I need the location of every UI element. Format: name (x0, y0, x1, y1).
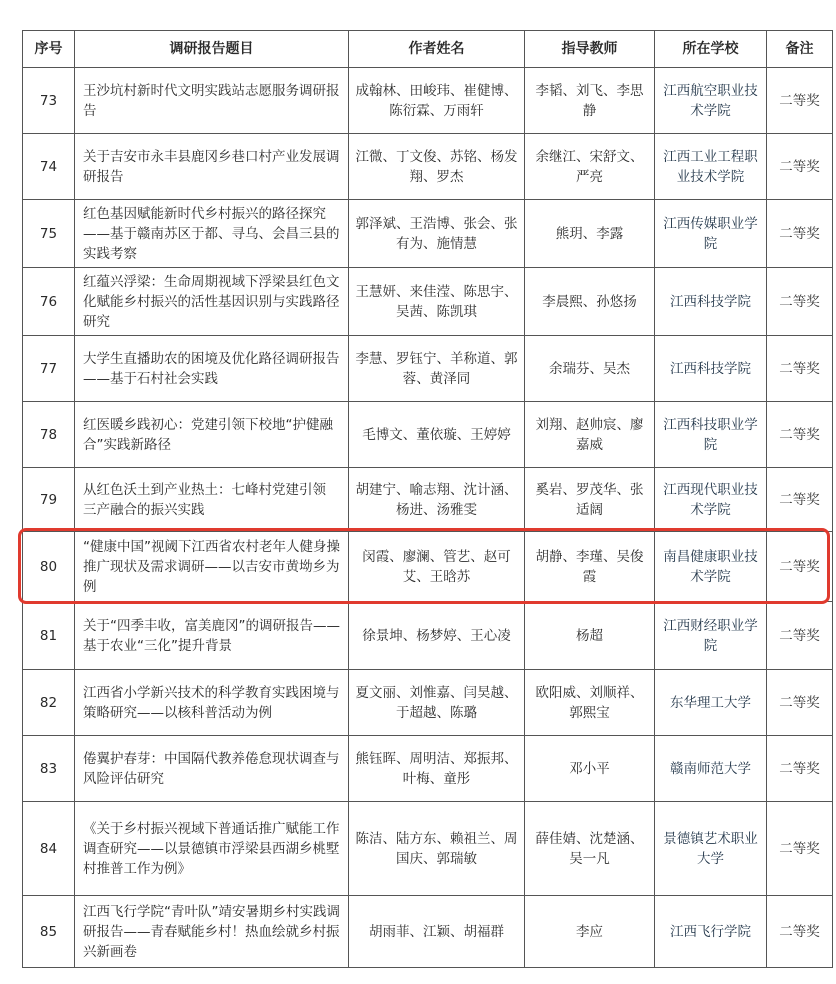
table-row (23, 736, 833, 802)
row-note: 二等奖 (767, 402, 833, 468)
table-row (23, 268, 833, 336)
row-authors: 夏文丽、刘惟嘉、闫昊越、于超越、陈璐 (349, 670, 525, 736)
row-authors: 郭泽斌、王浩博、张会、张有为、施情慧 (349, 200, 525, 268)
row-advisors: 李应 (525, 896, 655, 968)
row-note: 二等奖 (767, 268, 833, 336)
row-advisors: 邓小平 (525, 736, 655, 802)
header-school: 所在学校 (655, 31, 767, 68)
row-authors: 熊钰晖、周明洁、郑振邦、叶梅、童彤 (349, 736, 525, 802)
table-row (23, 336, 833, 402)
row-title: 从红色沃土到产业热土：七峰村党建引领 三产融合的振兴实践 (75, 468, 349, 532)
row-note: 二等奖 (767, 602, 833, 670)
row-advisors: 余瑞芬、吴杰 (525, 336, 655, 402)
table-row (23, 602, 833, 670)
row-note: 二等奖 (767, 336, 833, 402)
row-note: 二等奖 (767, 532, 833, 602)
table-row (23, 402, 833, 468)
row-no: 78 (23, 402, 75, 468)
row-school: 江西财经职业学院 (655, 602, 767, 670)
row-no: 75 (23, 200, 75, 268)
row-title: “健康中国”视阈下江西省农村老年人健身操推广现状及需求调研——以吉安市黄坳乡为例 (75, 532, 349, 602)
row-school: 南昌健康职业技术学院 (655, 532, 767, 602)
table-row (23, 68, 833, 134)
table-row (23, 896, 833, 968)
row-title: 《关于乡村振兴视域下普通话推广赋能工作调查研究——以景德镇市浮梁县西湖乡桃墅村推普工作为例》 (75, 802, 349, 896)
row-no: 84 (23, 802, 75, 896)
row-note: 二等奖 (767, 68, 833, 134)
table-row (23, 200, 833, 268)
row-title: 大学生直播助农的困境及优化路径调研报告——基于石村社会实践 (75, 336, 349, 402)
row-no: 76 (23, 268, 75, 336)
row-note: 二等奖 (767, 200, 833, 268)
row-no: 82 (23, 670, 75, 736)
row-no: 74 (23, 134, 75, 200)
row-advisors: 李韬、刘飞、李思静 (525, 68, 655, 134)
row-authors: 王慧妍、来佳滢、陈思宇、吴茜、陈凯琪 (349, 268, 525, 336)
table-row-highlighted (23, 532, 833, 602)
row-school: 江西飞行学院 (655, 896, 767, 968)
row-note: 二等奖 (767, 896, 833, 968)
row-title: 红医暖乡践初心：党建引领下校地“护健融合”实践新路径 (75, 402, 349, 468)
row-no: 77 (23, 336, 75, 402)
row-advisors: 李晨熙、孙悠扬 (525, 268, 655, 336)
row-title: 倦翼护春芽：中国隔代教养倦怠现状调查与风险评估研究 (75, 736, 349, 802)
row-school: 江西科技学院 (655, 268, 767, 336)
row-title: 关于吉安市永丰县鹿冈乡巷口村产业发展调研报告 (75, 134, 349, 200)
row-no: 79 (23, 468, 75, 532)
report-list-sheet (22, 30, 832, 968)
row-note: 二等奖 (767, 468, 833, 532)
table-header-row (23, 31, 833, 68)
row-title: 关于“四季丰收，富美鹿冈”的调研报告——基于农业“三化”提升背景 (75, 602, 349, 670)
row-authors: 毛博文、董依璇、王婷婷 (349, 402, 525, 468)
row-school: 江西科技学院 (655, 336, 767, 402)
row-advisors: 余继江、宋舒文、严亮 (525, 134, 655, 200)
row-school: 赣南师范大学 (655, 736, 767, 802)
row-note: 二等奖 (767, 134, 833, 200)
row-school: 东华理工大学 (655, 670, 767, 736)
row-advisors: 熊玥、李露 (525, 200, 655, 268)
table-row (23, 802, 833, 896)
row-authors: 胡雨菲、江颖、胡福群 (349, 896, 525, 968)
row-advisors: 杨超 (525, 602, 655, 670)
row-advisors: 欧阳威、刘顺祥、郭熙宝 (525, 670, 655, 736)
row-authors: 李慧、罗钰宁、羊称道、郭蓉、黄泽同 (349, 336, 525, 402)
row-advisors: 薛佳婧、沈楚涵、吴一凡 (525, 802, 655, 896)
row-authors: 江微、丁文俊、苏铭、杨发翔、罗杰 (349, 134, 525, 200)
row-no: 81 (23, 602, 75, 670)
table-row (23, 468, 833, 532)
header-title: 调研报告题目 (75, 31, 349, 68)
row-authors: 胡建宁、喻志翔、沈计涵、杨进、汤雅雯 (349, 468, 525, 532)
row-authors: 徐景坤、杨梦婷、王心凌 (349, 602, 525, 670)
row-school: 江西传媒职业学院 (655, 200, 767, 268)
row-school: 江西工业工程职业技术学院 (655, 134, 767, 200)
row-note: 二等奖 (767, 736, 833, 802)
row-title: 红色基因赋能新时代乡村振兴的路径探究——基于赣南苏区于都、寻乌、会昌三县的实践考察 (75, 200, 349, 268)
row-authors: 闵霞、廖澜、管艺、赵可艾、王晗苏 (349, 532, 525, 602)
row-title: 江西省小学新兴技术的科学教育实践困境与策略研究——以核科普活动为例 (75, 670, 349, 736)
row-title: 江西飞行学院“青叶队”靖安暑期乡村实践调研报告——青春赋能乡村！热血绘就乡村振兴新画卷 (75, 896, 349, 968)
row-no: 83 (23, 736, 75, 802)
row-title: 王沙坑村新时代文明实践站志愿服务调研报告 (75, 68, 349, 134)
row-school: 江西科技职业学院 (655, 402, 767, 468)
row-authors: 成翰林、田峻玮、崔健博、陈衍霖、万雨轩 (349, 68, 525, 134)
row-no: 85 (23, 896, 75, 968)
row-note: 二等奖 (767, 670, 833, 736)
row-advisors: 刘翔、赵帅宸、廖嘉威 (525, 402, 655, 468)
row-school: 江西现代职业技术学院 (655, 468, 767, 532)
row-school: 江西航空职业技术学院 (655, 68, 767, 134)
header-no: 序号 (23, 31, 75, 68)
table-row (23, 670, 833, 736)
header-note: 备注 (767, 31, 833, 68)
row-advisors: 胡静、李瑾、吴俊霞 (525, 532, 655, 602)
row-no: 73 (23, 68, 75, 134)
header-advisors: 指导教师 (525, 31, 655, 68)
row-advisors: 奚岩、罗茂华、张适阔 (525, 468, 655, 532)
award-table (22, 30, 833, 968)
row-no: 80 (23, 532, 75, 602)
header-authors: 作者姓名 (349, 31, 525, 68)
row-school: 景德镇艺术职业大学 (655, 802, 767, 896)
row-title: 红蕴兴浮梁：生命周期视域下浮梁县红色文化赋能乡村振兴的活性基因识别与实践路径研究 (75, 268, 349, 336)
row-note: 二等奖 (767, 802, 833, 896)
table-row (23, 134, 833, 200)
row-authors: 陈洁、陆方东、赖祖兰、周国庆、郭瑞敏 (349, 802, 525, 896)
